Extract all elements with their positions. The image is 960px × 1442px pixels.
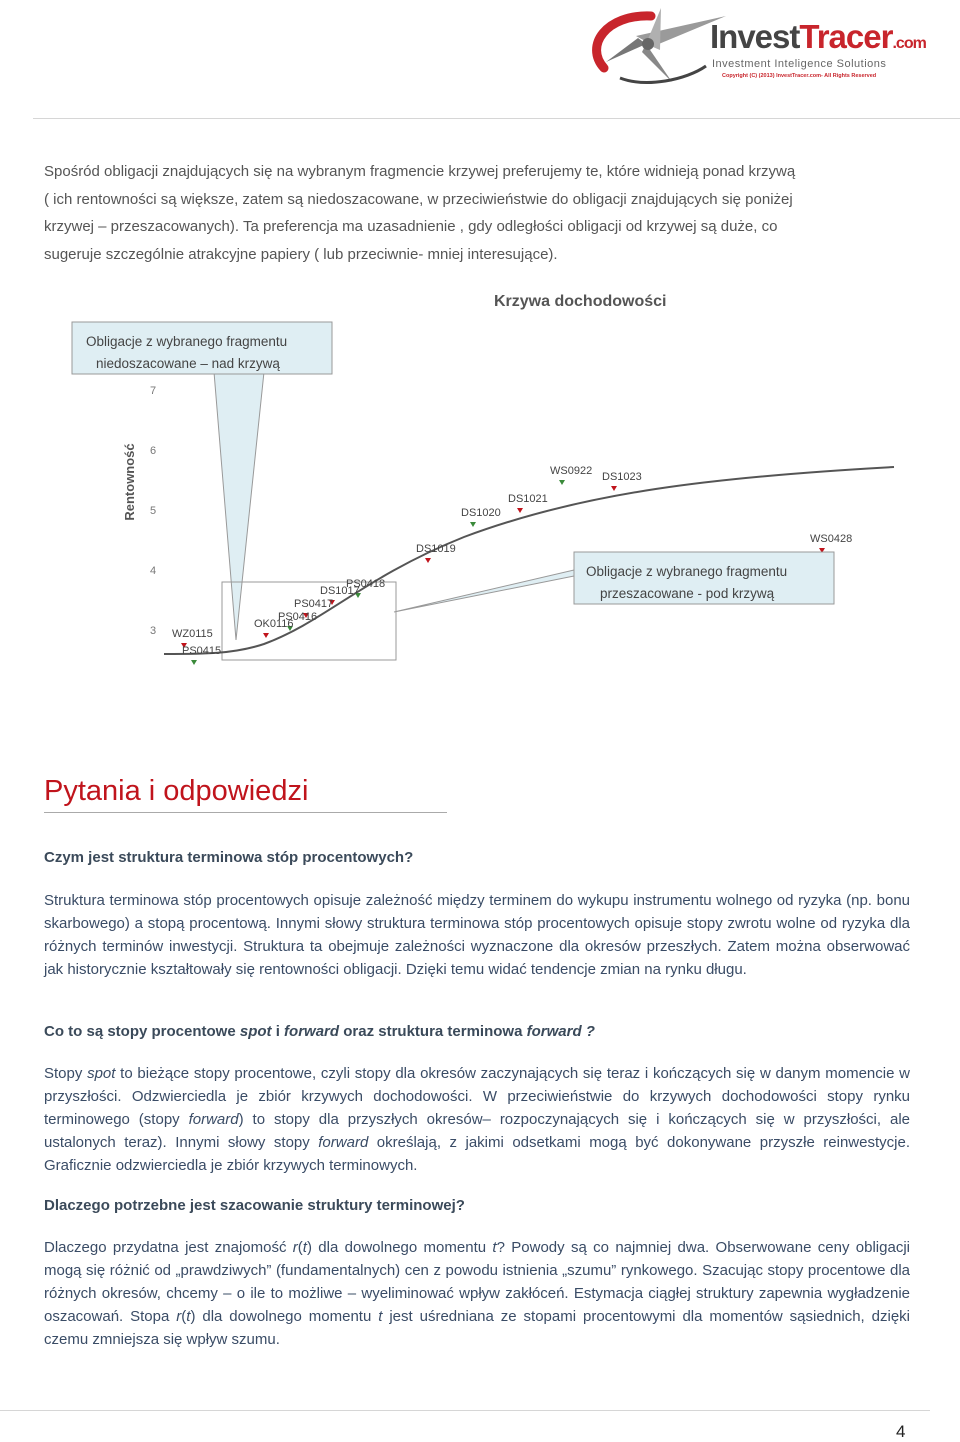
logo-wordmark: InvestTracer.com (710, 18, 926, 55)
footer-divider (0, 1410, 930, 1411)
section-underline (44, 812, 447, 813)
question-1: Czym jest struktura terminowa stóp procentowych? (44, 849, 414, 866)
callout-below-pointer (394, 570, 604, 612)
header-divider (33, 118, 960, 119)
bond-label: DS1020 (461, 507, 501, 519)
bond-marker (263, 633, 269, 638)
bond-marker (517, 508, 523, 513)
question-3: Dlaczego potrzebne jest szacowanie struktury terminowej? (44, 1197, 465, 1214)
answer-2: Stopy spot to bieżące stopy procentowe, czyli stopy dla okresów zaczynających się teraz i kończących się w danym momencie w przyszłości. Odzwierciedla je zbiór krzywych dochodowości. W przeciwieństwie do krzywych dochodowości stopy rynku terminowego (stopy forward) to stopy dla przyszłych okresów– rozpoczynających się i kończących się w przyszłości, ale ustalonych teraz). Innymi słowy stopy forward określają, z jakimi odsetkami mogą być dokonywane przyszłe reinwestycje. Graficznie odzwierciedla je zbiór krzywych terminowych. (44, 1065, 910, 1174)
callout-below-line1: Obligacje z wybranego fragmentu (586, 564, 788, 579)
bond-label: WZ0115 (172, 628, 213, 640)
bond-label: DS1021 (508, 493, 548, 505)
intro-line: ( ich rentowności są większe, zatem są niedoszacowane, w przeciwieństwie do obligacji znajdujących się poniżej (44, 190, 793, 208)
bond-label: PS0418 (346, 578, 386, 590)
bond-label: DS1023 (602, 471, 642, 483)
bond-marker (611, 486, 617, 491)
answer-3: Dlaczego przydatna jest znajomość r(t) dla dowolnego momentu t? Powody są co najmniej dwa. Obserwowane ceny obligacji mogą się różnić od „prawdziwych” (fundamentalnych) cen z powodu istnienia „szumu” rynkowego. Szacując stopy procentowe dla różnych okresów, chcemy – o ile to możliwe – wyeliminować wpływ zakłóceń. Estymacja ciągłej struktury zapewnia wygładzenie oszacowań. Stopa r(t) dla dowolnego momentu t jest uśredniana ze stopami procentowymi dla momentów sąsiednich, dzięki czemu zmniejsza się wpływ szumu. (44, 1239, 910, 1348)
chart-title: Krzywa dochodowości (494, 293, 667, 310)
page-number: 4 (896, 1422, 906, 1441)
intro-line: krzywej – przeszacowanych). Ta preferencja ma uzasadnienie , gdy odległości obligacji od krzywej są duże, co (44, 218, 778, 235)
yield-curve-chart (64, 282, 914, 672)
bond-label: PS0415 (182, 645, 222, 657)
bond-label: WS0922 (550, 465, 593, 477)
callout-below-line2: przeszacowane - pod krzywą (600, 586, 775, 601)
y-tick-label: 5 (150, 505, 157, 517)
bond-label: DS1017 (320, 585, 360, 597)
question-2: Co to są stopy procentowe spot i forward oraz struktura terminowa forward ? (44, 1023, 595, 1040)
y-tick-label: 3 (150, 625, 157, 637)
bond-label: PS0417 (294, 598, 334, 610)
y-axis-label: Rentowność (122, 443, 137, 521)
intro-line: Spośród obligacji znajdujących się na wybranym fragmencie krzywej preferujemy te, które widnieją ponad krzywą (44, 163, 796, 180)
bond-label: OK0116 (254, 618, 294, 630)
section-title: Pytania i odpowiedzi (44, 775, 309, 807)
bond-label: WS0428 (810, 533, 853, 545)
intro-line: sugeruje szczególnie atrakcyjne papiery ( lub przeciwnie- mniej interesujące). (44, 245, 558, 263)
logo-tagline: Investment Inteligence Solutions (712, 58, 887, 70)
bond-marker (425, 558, 431, 563)
bond-marker (559, 480, 565, 485)
y-tick-label: 7 (150, 385, 157, 397)
logo-copyright: Copyright (C) (2013) InvestTracer.com- All Rights Reserved (722, 73, 877, 79)
bond-marker (470, 522, 476, 527)
bond-marker (191, 660, 197, 665)
callout-above-line1: Obligacje z wybranego fragmentu (86, 334, 288, 349)
answer-1: Struktura terminowa stóp procentowych opisuje zależność między terminem do wykupu instrumentu wolnego od ryzyka (np. bonu skarbowego) a stopą procentową. Innymi słowy struktura terminowa stóp procentowych opisuje stopy zwrotu wolne od ryzyka dla różnych terminów inwestycji. Struktura ta obejmuje zależności wyznaczone dla okresów przeszłych. Zatem można obserwować jak historycznie kształtowały się rentowności obligacji. Dzięki temu widać tendencje zmian na rynku długu. (44, 892, 910, 978)
intro-paragraph (44, 158, 924, 268)
callout-above-line2: niedoszacowane – nad krzywą (96, 356, 280, 371)
bond-label: PS0416 (278, 611, 318, 623)
bond-label: DS1019 (416, 543, 456, 555)
y-tick-label: 4 (150, 565, 157, 577)
y-tick-label: 6 (150, 445, 157, 457)
